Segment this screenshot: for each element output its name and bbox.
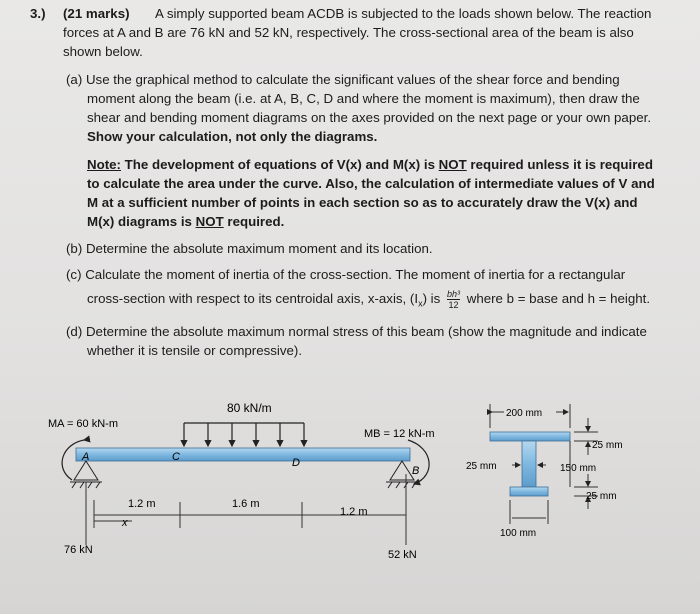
note-line-3: M at a sufficient number of points in each section so as to accurately draw the V(x) and xyxy=(87,195,638,210)
point-a-label: A xyxy=(82,451,90,463)
span-1-label: 1.2 m xyxy=(128,498,156,510)
beam xyxy=(76,448,410,461)
point-c-label: C xyxy=(172,451,180,463)
note-line-2: to calculate the area under the curve. Also, the calculation of intermediate values of V and xyxy=(87,176,655,191)
distributed-load xyxy=(184,423,304,446)
span-2-label: 1.6 m xyxy=(232,498,260,510)
note-not-1: NOT xyxy=(438,157,467,172)
web xyxy=(522,441,536,487)
moment-b-label: MB = 12 kN-m xyxy=(364,428,435,440)
part-a-line-2: moment along the beam (i.e. at A, B, C, D and where the moment is maximum), then draw the xyxy=(87,91,640,106)
web-height-label: 150 mm xyxy=(560,463,597,474)
reaction-a-label: 76 kN xyxy=(64,544,93,556)
fraction-numerator: bh³ xyxy=(447,289,461,299)
fraction-denominator: 12 xyxy=(448,300,459,310)
note-text-1b: required unless it is required xyxy=(466,157,653,172)
part-d-line-2: whether it is tensile or compressive). xyxy=(87,343,303,358)
point-d-label: D xyxy=(292,457,300,469)
intro-line-3: shown below. xyxy=(63,44,143,59)
flange-thickness-bottom-label: 25 mm xyxy=(586,491,617,502)
note-not-2: NOT xyxy=(195,214,224,229)
part-c-line-1: (c) Calculate the moment of inertia of the cross-section. The moment of inertia for a rectangular xyxy=(66,267,626,282)
intro-line-1: A simply supported beam ACDB is subjected to the loads shown below. The reaction xyxy=(155,6,652,21)
moment-b-arrow xyxy=(408,440,429,484)
part-c-subscript: x xyxy=(418,298,423,309)
bottom-flange xyxy=(510,487,548,496)
note-label: Note: xyxy=(87,157,121,172)
part-c-text-a: cross-section with respect to its centroidal axis, x-axis, (I xyxy=(87,291,419,307)
distributed-load-label: 80 kN/m xyxy=(227,401,272,415)
intro-line-2: forces at A and B are 76 kN and 52 kN, respectively. The cross-sectional area of the beam is also xyxy=(63,25,634,40)
note-text-4b: required. xyxy=(223,214,285,229)
i-beam-cross-section xyxy=(490,432,570,496)
part-a-line-1: (a) Use the graphical method to calculate the significant values of the shear force and bending xyxy=(66,72,620,87)
flange-width-label: 200 mm xyxy=(506,408,543,419)
span-3-label: 1.2 m xyxy=(340,506,368,518)
web-thickness-label: 25 mm xyxy=(466,461,497,472)
moment-a-label: MA = 60 kN-m xyxy=(48,418,118,430)
reaction-b-label: 52 kN xyxy=(388,549,417,561)
part-d-line-1: (d) Determine the absolute maximum normal stress of this beam (show the magnitude and indicate xyxy=(66,324,647,339)
note-text-4a: M(x) diagrams is xyxy=(87,214,196,229)
flange-thickness-top-label: 25 mm xyxy=(592,440,623,451)
point-b-label: B xyxy=(412,465,420,477)
part-b: (b) Determine the absolute maximum moment and its location. xyxy=(66,241,433,256)
part-c-text-c: where b = base and h = height. xyxy=(466,291,651,307)
bottom-width-label: 100 mm xyxy=(500,528,537,539)
part-a-line-3: shear and bending moment diagrams on the axes provided on the next page or your own paper. xyxy=(87,110,652,125)
top-flange xyxy=(490,432,570,441)
problem-number: 3.) xyxy=(30,6,46,21)
problem-marks: (21 marks) xyxy=(63,6,130,21)
part-c-text-b: ) is xyxy=(422,291,441,307)
x-axis-label: x xyxy=(122,517,128,529)
note-text-1a: The development of equations of V(x) and M(x) is xyxy=(120,157,439,172)
part-a-line-4: Show your calculation, not only the diagrams. xyxy=(87,129,378,144)
